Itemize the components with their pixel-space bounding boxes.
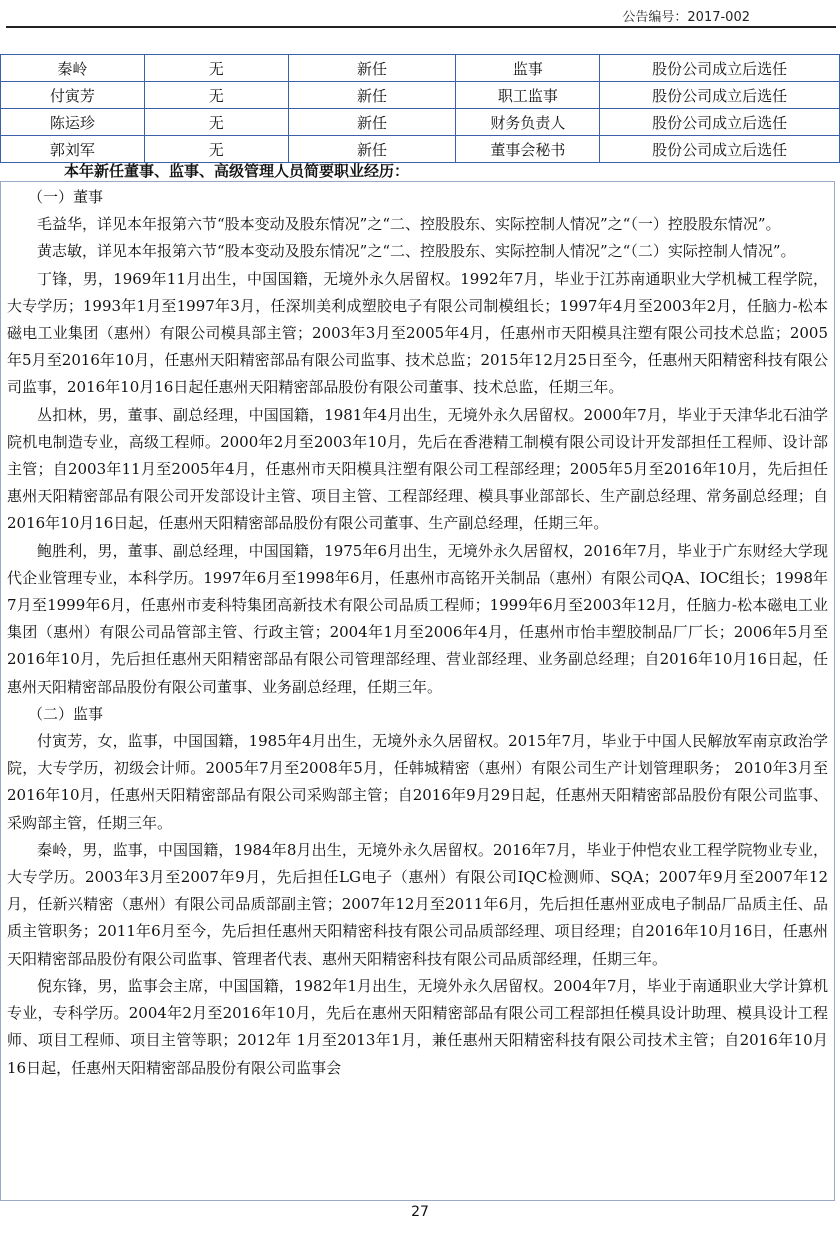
- bio-paragraph: 秦岭，男，监事，中国国籍，1984年8月出生，无境外永久居留权。2016年7月，毕业于仲恺农业工程学院物业专业，大专学历。2003年3月至2007年9月，先后担任LG电子（惠州）有限公司IQC检测师、SQA；2007年9月至2007年12月，任新兴精密（惠州）有限公司品质部副主管；2007年12月至2011年6月，先后担任惠州亚成电子制品厂品质主任、品质主管职务；2011年6月至今，先后担任惠州天阳精密科技有限公司品质部经理、项目经理；自2016年10月16日，任惠州天阳精密部品股份有限公司监事、管理者代表、惠州天阳精密科技有限公司品质部经理，任期三年。: [7, 840, 828, 968]
- table-cell: 陈运珍: [1, 109, 145, 136]
- header-divider: [6, 26, 836, 28]
- bio-paragraph: 付寅芳，女，监事，中国国籍，1985年4月出生，无境外永久居留权。2015年7月，毕业于中国人民解放军南京政治学院，大专学历，初级会计师。2005年7月至2008年5月，任韩城精密（惠州）有限公司生产计划管理职务； 2010年3月至2016年10月，任惠州天阳精密部品有限公司采购部主管；自2016年9月29日起，任惠州天阳精密部品股份有限公司监事、采购部主管，任期三年。: [7, 732, 828, 832]
- table-row: [1, 136, 840, 163]
- table-cell: 股份公司成立后选任: [600, 82, 840, 109]
- table-cell: 财务负责人: [456, 109, 600, 136]
- table-row: [1, 82, 840, 109]
- bio-paragraph: 丛扣林，男，董事、副总经理，中国国籍，1981年4月出生，无境外永久居留权。2000年7月，毕业于天津华北石油学院机电制造专业，高级工程师。2000年2月至2003年10月，先后在香港精工制模有限公司设计开发部担任工程师、设计部主管；自2003年11月至2005年4月，任惠州市天阳模具注塑有限公司工程部经理；2005年5月至2016年10月，先后担任惠州天阳精密部品有限公司开发部设计主管、项目主管、工程部经理、模具事业部部长、生产副总经理、常务副总经理；自2016年10月16日起，任惠州天阳精密部品股份有限公司董事、生产副总经理，任期三年。: [7, 405, 828, 533]
- bio-paragraph: 倪东锋，男，监事会主席，中国国籍，1982年1月出生，无境外永久居留权。2004年7月，毕业于南通职业大学计算机专业，专科学历。2004年2月至2016年10月，先后在惠州天阳精密部品有限公司工程部担任模具设计助理、模具设计工程师、项目工程师、项目主管等职；2012年 1月至2013年1月，兼任惠州天阳精密科技有限公司技术主管；自2016年10月16日起，任惠州天阳精密部品股份有限公司监事会: [7, 976, 828, 1077]
- table-cell: 无: [144, 55, 288, 82]
- table-cell: 监事: [456, 55, 600, 82]
- bio-paragraph: 毛益华，详见本年报第六节“股本变动及股东情况”之“二、控股股东、实际控制人情况”之“（一）控股股东情况”。: [37, 215, 781, 234]
- table-cell: 董事会秘书: [456, 136, 600, 163]
- table-cell: 付寅芳: [1, 82, 145, 109]
- table-cell: 股份公司成立后选任: [600, 136, 840, 163]
- page-number: 27: [411, 1204, 429, 1220]
- section-title: 本年新任董事、监事、高级管理人员简要职业经历：: [64, 162, 410, 180]
- table-cell: 股份公司成立后选任: [600, 55, 840, 82]
- bio-section: [0, 181, 835, 1201]
- directors-heading: （一）董事: [28, 188, 104, 206]
- table-cell: 新任: [288, 136, 456, 163]
- table-cell: 无: [144, 136, 288, 163]
- table-cell: 无: [144, 82, 288, 109]
- table-cell: 职工监事: [456, 82, 600, 109]
- table-row: [1, 55, 840, 82]
- table-cell: 无: [144, 109, 288, 136]
- announcement-code: 公告编号：2017-002: [622, 10, 750, 25]
- bio-paragraph: 黄志敏，详见本年报第六节“股本变动及股东情况”之“二、控股股东、实际控制人情况”之“（二）实际控制人情况”。: [37, 242, 796, 261]
- bio-paragraph: 丁锋，男，1969年11月出生，中国国籍，无境外永久居留权。1992年7月，毕业于江苏南通职业大学机械工程学院，大专学历；1993年1月至1997年3月，任深圳美利成塑胶电子有限公司制模组长；1997年4月至2003年2月，任脑力-松本磁电工业集团（惠州）有限公司模具部主管；2003年3月至2005年4月，任惠州市天阳模具注塑有限公司技术总监；2005年5月至2016年10月，任惠州天阳精密部品有限公司监事、技术总监；2015年12月25日至今，任惠州天阳精密科技有限公司监事，2016年10月16日起任惠州天阳精密部品股份有限公司董事、技术总监，任期三年。: [7, 269, 828, 397]
- table-cell: 新任: [288, 109, 456, 136]
- supervisors-heading: （二）监事: [28, 704, 104, 723]
- table-row: [1, 109, 840, 136]
- table-cell: 秦岭: [1, 55, 145, 82]
- table-cell: 新任: [288, 55, 456, 82]
- management-change-table: [0, 54, 840, 163]
- table-cell: 郭刘军: [1, 136, 145, 163]
- table-cell: 股份公司成立后选任: [600, 109, 840, 136]
- table-cell: 新任: [288, 82, 456, 109]
- bio-paragraph: 鲍胜利，男，董事、副总经理，中国国籍，1975年6月出生，无境外永久居留权，2016年7月，毕业于广东财经大学现代企业管理专业，本科学历。1997年6月至1998年6月，任惠州市高铭开关制品（惠州）有限公司QA、IOC组长；1998年7月至1999年6月，任惠州市麦科特集团高新技术有限公司品质工程师；1999年6月至2003年12月，任脑力-松本磁电工业集团（惠州）有限公司品管部主管、行政主管；2004年1月至2006年4月，任惠州市怡丰塑胶制品厂厂长；2006年5月至2016年10月，先后担任惠州天阳精密部品有限公司管理部经理、营业部经理、业务副总经理；自2016年10月16日起，任惠州天阳精密部品股份有限公司董事、业务副总经理，任期三年。: [7, 541, 828, 696]
